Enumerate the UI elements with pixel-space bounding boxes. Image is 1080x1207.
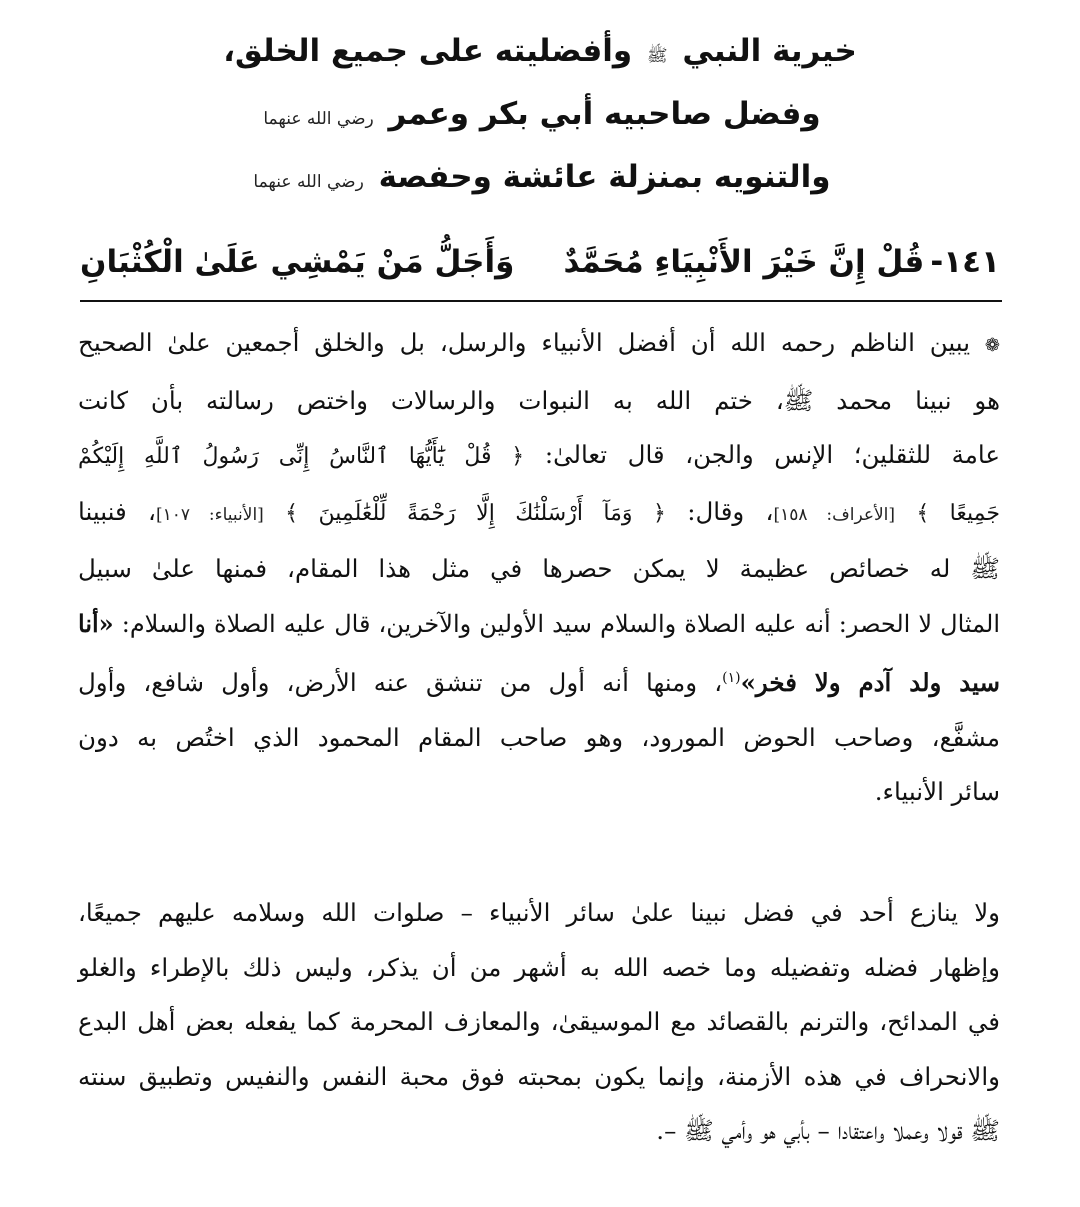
quran-reference: [الأعراف: ١٥٨] <box>773 504 896 525</box>
text-line: مشفَّع، وصاحب الحوض المورود، وهو صاحب المقام المحمود الذي اختُص به دون <box>78 722 1000 752</box>
text-line: والانحراف في هذه الأزمنة، وإنما يكون بمحبته فوق محبة النفس والنفيس وتطبيق سنته <box>78 1061 1000 1091</box>
paragraph-explanation <box>78 316 1000 820</box>
footnote-marker: (١) <box>722 670 741 686</box>
heading-text: والتنويه بمنزلة عائشة وحفصة <box>378 159 831 195</box>
heading-text: خيرية النبي <box>682 33 857 69</box>
text-line: هو نبينا محمد ﷺ، ختم الله به النبوات والرسالات واختص رسالته بأن كانت <box>78 385 1000 415</box>
text-line <box>78 316 1000 374</box>
text-line <box>78 485 1000 543</box>
heading-line-1 <box>40 22 1040 85</box>
verse-second-hemistich: وَأَجَلُّ مَنْ يَمْشِي عَلَىٰ الْكُثْبَانِ <box>80 244 515 280</box>
honorific-radiallahu: رضي الله عنهما <box>253 172 364 192</box>
text-line <box>78 597 1000 652</box>
text-line <box>78 428 1000 485</box>
quran-quote: ﴿ وَمَآ أَرْسَلْنَٰكَ إِلَّا رَحْمَةً لِّلْعَٰلَمِينَ ﴾ <box>285 500 666 526</box>
quran-reference: [الأنبياء: ١٠٧] <box>155 504 264 525</box>
heading-text: وأفضليته على جميع الخلق، <box>223 33 633 69</box>
paragraph-continuation <box>78 886 1000 1159</box>
text-line: سائر الأنبياء. <box>874 777 1000 807</box>
honorific-salutation: ﷺ <box>647 46 668 66</box>
line-text: ، ومنها أنه أول من تنشق عنه الأرض، وأول شافع، وأول <box>78 668 723 698</box>
text-line: وإظهار فضله وتفضيله وما خصه الله به أشهر من أن يذكر، وليس ذلك بالإطراء والغلو <box>78 952 1000 982</box>
quran-quote: ﴿ قُلْ يَٰٓأَيُّهَا ٱلنَّاسُ إِنِّى رَسُولُ ٱللَّهِ إِلَيْكُمْ <box>78 444 525 469</box>
divider <box>80 300 1002 302</box>
text-line: في المدائح، والترنم بالقصائد مع الموسيقىٰ، والمعازف المحرمة كما يفعله بعض أهل البدع <box>78 1007 1000 1036</box>
line-text: المثال لا الحصر: أنه عليه الصلاة والسلام سيد الأولين والآخرين، قال عليه الصلاة والسلام: <box>121 609 1000 638</box>
poem-verse <box>80 232 1000 292</box>
line-text: ، فنبينا <box>78 496 156 526</box>
verse-number: ١٤١- <box>930 244 1000 280</box>
hadith-quote: سيد ولد آدم ولا فخر» <box>740 668 1001 698</box>
hadith-quote: «أنا <box>78 608 114 638</box>
honorific-radiallahu: رضي الله عنهما <box>263 109 374 129</box>
heading-line-2 <box>40 85 1040 148</box>
heading-text: وفضل صاحبيه أبي بكر وعمر <box>388 96 821 132</box>
quran-quote: جَمِيعًا ﴾ <box>916 500 1000 526</box>
section-heading <box>40 22 1040 211</box>
flower-bullet-icon: ❁ <box>984 335 1000 356</box>
text-line: ﷺ قولا وعملا واعتقادا – بأبي هو وأمي ﷺ –. <box>656 1116 1000 1145</box>
text-line <box>78 651 1000 711</box>
heading-line-3 <box>40 148 1040 211</box>
text-line: ولا ينازع أحد في فضل نبينا علىٰ سائر الأنبياء – صلوات الله وسلامه عليهم جميعًا، <box>78 898 1000 927</box>
verse-first-hemistich: قُلْ إِنَّ خَيْرَ الأَنْبِيَاءِ مُحَمَّدٌ <box>563 244 925 280</box>
line-text: يبين الناظم رحمه الله أن أفضل الأنبياء والرسل، بل والخلق أجمعين علىٰ الصحيح <box>78 328 971 357</box>
text-line: ﷺ له خصائص عظيمة لا يمكن حصرها في مثل هذا المقام، فمنها علىٰ سبيل <box>78 554 1000 583</box>
line-text: ، وقال: <box>687 496 774 526</box>
line-text: عامة للثقلين؛ الإنس والجن، قال تعالىٰ: <box>544 440 1000 469</box>
